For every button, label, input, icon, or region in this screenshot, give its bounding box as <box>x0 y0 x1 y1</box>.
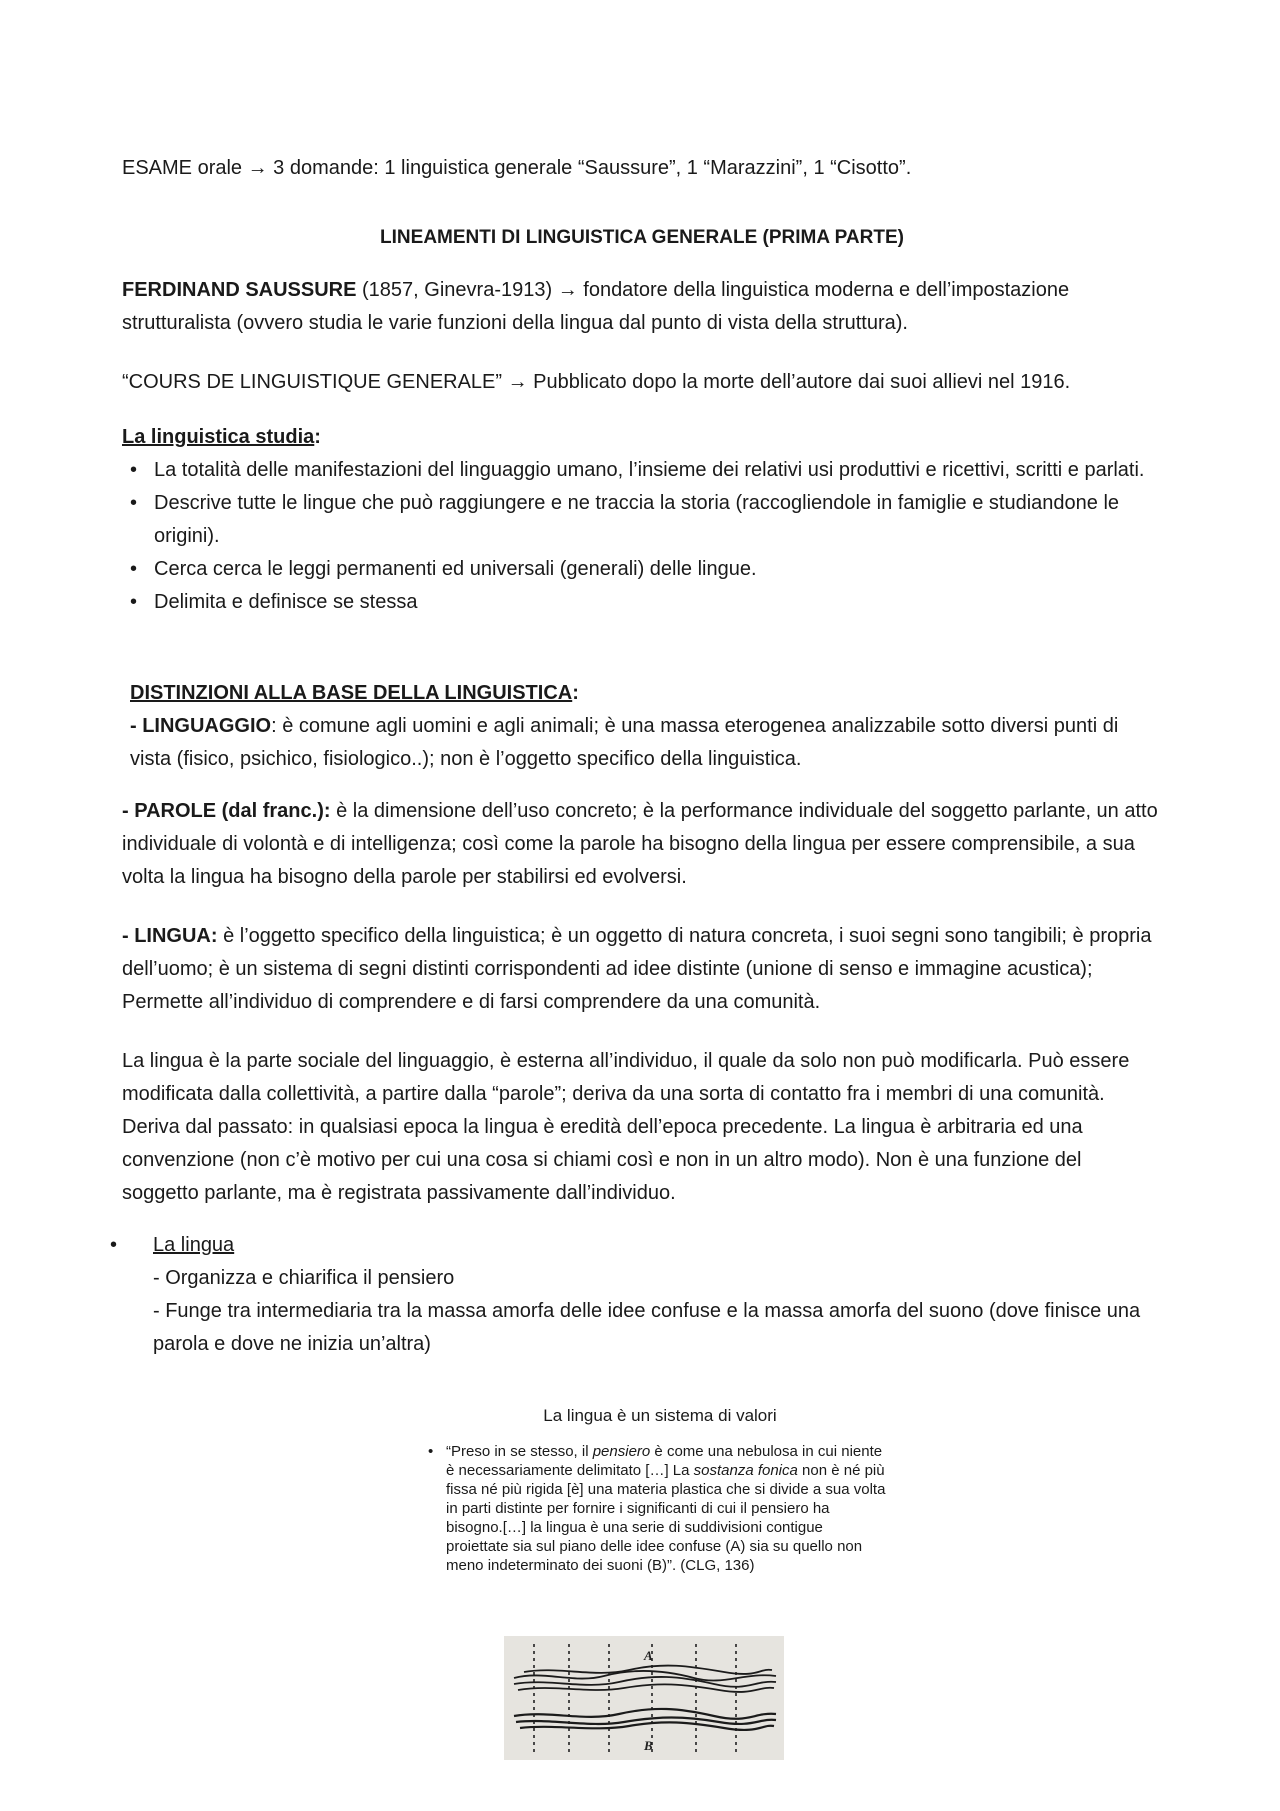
list-item: • La totalità delle manifestazioni del linguaggio umano, l’insieme dei relativi usi produttivi e ricettivi, scritti e parlati. <box>122 454 1167 487</box>
figure-quote <box>428 1442 886 1575</box>
arrow-icon: → <box>557 279 578 301</box>
lingua-list <box>110 1229 1170 1361</box>
distinzioni-heading-colon: : <box>572 682 579 704</box>
figure-title: La lingua è un sistema di valori <box>543 1406 777 1425</box>
parole-text: è la dimensione dell’uso concreto; è la performance individuale del soggetto parlante, un atto individuale di volontà e di intelligenza; così come la parole ha bisogno della lingua per essere comprensibile, a sua volta la lingua ha bisogno della parole per stabilirsi ed evolversi. <box>122 800 1158 888</box>
list-item: • Descrive tutte le lingue che può raggiungere e ne traccia la storia (raccogliendole in famiglie e studiandone le origini). <box>122 487 1167 553</box>
quote-text: “Preso in se stesso, il <box>446 1443 593 1460</box>
quote-text: è come una nebulosa in cui niente è necessariamente delimitato […] La <box>446 1443 883 1479</box>
sociale-paragraph: La lingua è la parte sociale del linguaggio, è esterna all’individuo, il quale da solo non può modificarla. Può essere modificata dalla collettività, a partire dalla “parole”; deriva da una sorta di contatto fra i membri di una comunità. Deriva dal passato: in qualsiasi epoca la lingua è eredità dell’epoca precedente. La lingua è arbitraria ed una convenzione (non c’è motivo per cui una cosa si chiami così e non in un altro modo). Non è una funzione del soggetto parlante, ma è registrata passivamente dall’individuo. <box>122 1050 1130 1204</box>
studia-heading-text: La linguistica studia <box>122 426 315 448</box>
linguaggio-text: : è comune agli uomini e agli animali; è una massa eterogenea analizzabile sotto diversi punti di vista (fisico, psichico, fisiologico..); non è l’oggetto specifico della linguistica. <box>130 715 1119 770</box>
quote-emphasis: pensiero <box>592 1443 651 1460</box>
studia-heading-colon: : <box>314 426 321 448</box>
studia-list <box>122 454 1167 619</box>
arrow-icon: → <box>507 371 528 393</box>
intro-text: ESAME orale <box>122 157 243 179</box>
cours-paragraph <box>122 366 1162 399</box>
cours-text: Pubblicato dopo la morte dell’autore dai suoi allievi nel 1916. <box>527 371 1071 393</box>
lingua-list-heading: La lingua <box>153 1234 235 1256</box>
parole-paragraph <box>122 795 1162 894</box>
distinzioni-heading <box>130 677 1162 710</box>
arrow-icon: → <box>247 157 268 179</box>
page-title: LINEAMENTI DI LINGUISTICA GENERALE (PRIMA PARTE) <box>380 227 904 248</box>
linguaggio-paragraph <box>130 710 1162 776</box>
saussure-dates: (1857, Ginevra-1913) <box>356 279 558 301</box>
exam-intro <box>122 152 1162 185</box>
lingua-text: è l’oggetto specifico della linguistica; è un oggetto di natura concreta, i suoi segni sono tangibili; è propria dell’uomo; è un sistema di segni distinti corrispondenti ad idee distinte (unione di senso e immagine acustica); Permette all’individuo di comprendere e di farsi comprendere da una comunità. <box>122 925 1152 1013</box>
list-item: • Cerca cerca le leggi permanenti ed universali (generali) delle lingue. <box>122 553 1167 586</box>
lingua-list-content <box>110 1229 1170 1361</box>
linguaggio-label: - LINGUAGGIO <box>130 715 272 737</box>
lingua-paragraph <box>122 920 1162 1019</box>
saussure-text: fondatore della linguistica moderna e dell’impostazione strutturalista (ovvero studia le varie funzioni della lingua dal punto di vista della struttura). <box>122 279 1070 334</box>
label-a: A <box>644 1648 653 1663</box>
distinzioni-heading-text: DISTINZIONI ALLA BASE DELLA LINGUISTICA <box>130 682 573 704</box>
parole-label: - PAROLE (dal franc.): <box>122 800 331 822</box>
lingua-list-line: - Funge tra intermediaria tra la massa amorfa delle idee confuse e la massa amorfa del suono (dove finisce una parola e dove ne inizia un’altra) <box>153 1300 1141 1355</box>
distinzioni-section <box>130 677 1162 776</box>
bullet-icon: • <box>110 1234 118 1256</box>
label-b: B <box>644 1738 653 1753</box>
intro-text-rest: 3 domande: 1 linguistica generale “Saussure”, 1 “Marazzini”, 1 “Cisotto”. <box>267 157 912 179</box>
saussure-waves-diagram <box>504 1636 784 1760</box>
lingua-list-line: - Organizza e chiarifica il pensiero <box>153 1267 455 1289</box>
quote-emphasis: sostanza fonica <box>693 1462 798 1479</box>
studia-heading <box>122 421 1162 454</box>
lingua-label: - LINGUA: <box>122 925 218 947</box>
quote-text: non è né più fissa né più rigida [è] una materia plastica che si divide a sua volta in parti distinte per fornire i significanti di cui il pensiero ha bisogno.[…] la lingua è una serie di suddivisioni contigue proiettate sia sul piano delle idee confuse (A) sia su quello non meno indeterminato dei suoni (B)”. (CLG, 136) <box>446 1462 886 1574</box>
bullet-icon: • <box>428 1443 434 1460</box>
cours-title: “COURS DE LINGUISTIQUE GENERALE” <box>122 371 508 393</box>
saussure-paragraph <box>122 274 1162 340</box>
list-item: • Delimita e definisce se stessa <box>122 586 1167 619</box>
saussure-name: FERDINAND SAUSSURE <box>122 279 357 301</box>
